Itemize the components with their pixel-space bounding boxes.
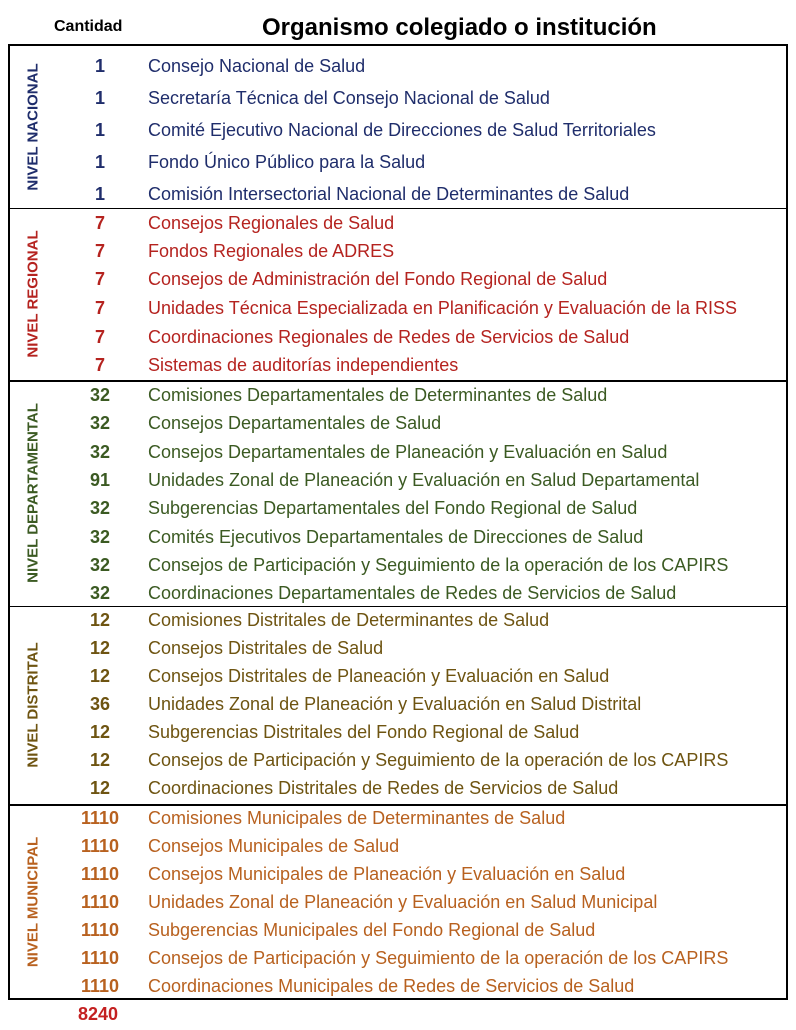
row-organism-name: Comisiones Departamentales de Determinantes de Salud — [148, 385, 608, 405]
row-organism-name: Consejos de Participación y Seguimiento de la operación de los CAPIRS — [148, 750, 729, 770]
row-organism-name: Comités Ejecutivos Departamentales de Direcciones de Salud — [148, 527, 644, 547]
level-label: NIVEL DISTRITAL — [24, 642, 42, 768]
row-quantity: 1110 — [80, 892, 120, 912]
level-label-box — [10, 606, 56, 804]
level-label-box — [10, 208, 56, 380]
section-divider — [10, 804, 786, 806]
row-organism-name: Consejo Nacional de Salud — [148, 56, 366, 76]
row-organism-name: Comité Ejecutivo Nacional de Direcciones de Salud Territoriales — [148, 120, 656, 140]
row-quantity: 7 — [94, 355, 105, 375]
row-quantity: 7 — [94, 298, 105, 318]
row-organism-name: Coordinaciones Distritales de Redes de Servicios de Salud — [148, 778, 619, 798]
level-label: NIVEL NACIONAL — [24, 63, 42, 191]
row-quantity: 32 — [89, 583, 111, 603]
row-quantity: 1 — [94, 120, 105, 140]
row-organism-name: Coordinaciones Regionales de Redes de Servicios de Salud — [148, 327, 630, 347]
row-quantity: 7 — [94, 327, 105, 347]
organism-column-header: Organismo colegiado o institución — [262, 14, 657, 41]
section-divider — [10, 208, 786, 209]
row-organism-name: Consejos de Participación y Seguimiento de la operación de los CAPIRS — [148, 555, 729, 575]
row-quantity: 32 — [89, 555, 111, 575]
row-quantity: 36 — [89, 694, 111, 714]
row-quantity: 12 — [89, 638, 111, 658]
row-quantity: 12 — [89, 722, 111, 742]
row-organism-name: Secretaría Técnica del Consejo Nacional de Salud — [148, 88, 550, 108]
row-organism-name: Consejos Distritales de Planeación y Evaluación en Salud — [148, 666, 610, 686]
row-organism-name: Coordinaciones Municipales de Redes de Servicios de Salud — [148, 976, 635, 996]
row-quantity: 32 — [89, 413, 111, 433]
row-organism-name: Consejos Departamentales de Planeación y Evaluación en Salud — [148, 442, 668, 462]
row-quantity: 91 — [89, 470, 111, 490]
row-organism-name: Consejos Departamentales de Salud — [148, 413, 442, 433]
row-quantity: 7 — [94, 241, 105, 261]
row-organism-name: Unidades Zonal de Planeación y Evaluación en Salud Departamental — [148, 470, 700, 490]
row-organism-name: Consejos Municipales de Salud — [148, 836, 400, 856]
row-quantity: 7 — [94, 269, 105, 289]
section-nivel-municipal — [10, 804, 786, 1000]
organisms-table — [8, 44, 788, 1000]
row-organism-name: Consejos Distritales de Salud — [148, 638, 384, 658]
row-organism-name: Subgerencias Departamentales del Fondo Regional de Salud — [148, 498, 638, 518]
row-organism-name: Consejos de Administración del Fondo Regional de Salud — [148, 269, 608, 289]
row-quantity: 7 — [94, 213, 105, 233]
quantity-column-header: Cantidad — [54, 18, 123, 35]
row-organism-name: Unidades Zonal de Planeación y Evaluación en Salud Municipal — [148, 892, 658, 912]
row-organism-name: Consejos Municipales de Planeación y Evaluación en Salud — [148, 864, 626, 884]
row-organism-name: Fondos Regionales de ADRES — [148, 241, 395, 261]
row-organism-name: Unidades Técnica Especializada en Planificación y Evaluación de la RISS — [148, 298, 738, 318]
row-quantity: 12 — [89, 750, 111, 770]
row-quantity: 12 — [89, 778, 111, 798]
row-organism-name: Comisión Intersectorial Nacional de Determinantes de Salud — [148, 184, 630, 204]
row-quantity: 1 — [94, 152, 105, 172]
section-nivel-regional — [10, 208, 786, 380]
level-label-box — [10, 380, 56, 606]
section-nivel-distrital — [10, 606, 786, 804]
level-label: NIVEL REGIONAL — [24, 230, 42, 358]
row-quantity: 1110 — [80, 864, 120, 884]
row-quantity: 12 — [89, 666, 111, 686]
row-organism-name: Coordinaciones Departamentales de Redes de Servicios de Salud — [148, 583, 677, 603]
total-quantity: 8240 — [77, 1004, 119, 1024]
level-label-box — [10, 804, 56, 1000]
section-nivel-nacional — [10, 46, 786, 208]
row-quantity: 32 — [89, 527, 111, 547]
level-label: NIVEL DEPARTAMENTAL — [24, 403, 42, 583]
row-quantity: 1110 — [80, 920, 120, 940]
row-quantity: 32 — [89, 498, 111, 518]
row-organism-name: Unidades Zonal de Planeación y Evaluación en Salud Distrital — [148, 694, 642, 714]
row-quantity: 1 — [94, 184, 105, 204]
row-quantity: 1 — [94, 56, 105, 76]
section-nivel-departamental — [10, 380, 786, 606]
row-quantity: 1110 — [80, 976, 120, 996]
row-organism-name: Sistemas de auditorías independientes — [148, 355, 459, 375]
row-quantity: 1 — [94, 88, 105, 108]
row-organism-name: Fondo Único Público para la Salud — [148, 152, 426, 172]
row-organism-name: Subgerencias Distritales del Fondo Regional de Salud — [148, 722, 580, 742]
row-quantity: 1110 — [80, 836, 120, 856]
level-label-box — [10, 46, 56, 208]
section-divider — [10, 380, 786, 382]
section-divider — [10, 606, 786, 607]
row-organism-name: Comisiones Municipales de Determinantes de Salud — [148, 808, 566, 828]
row-quantity: 12 — [89, 610, 111, 630]
row-organism-name: Subgerencias Municipales del Fondo Regional de Salud — [148, 920, 596, 940]
row-quantity: 1110 — [80, 948, 120, 968]
row-organism-name: Consejos de Participación y Seguimiento de la operación de los CAPIRS — [148, 948, 729, 968]
row-quantity: 32 — [89, 442, 111, 462]
level-label: NIVEL MUNICIPAL — [24, 836, 42, 968]
row-organism-name: Consejos Regionales de Salud — [148, 213, 395, 233]
row-quantity: 32 — [89, 385, 111, 405]
row-organism-name: Comisiones Distritales de Determinantes de Salud — [148, 610, 550, 630]
row-quantity: 1110 — [80, 808, 120, 828]
